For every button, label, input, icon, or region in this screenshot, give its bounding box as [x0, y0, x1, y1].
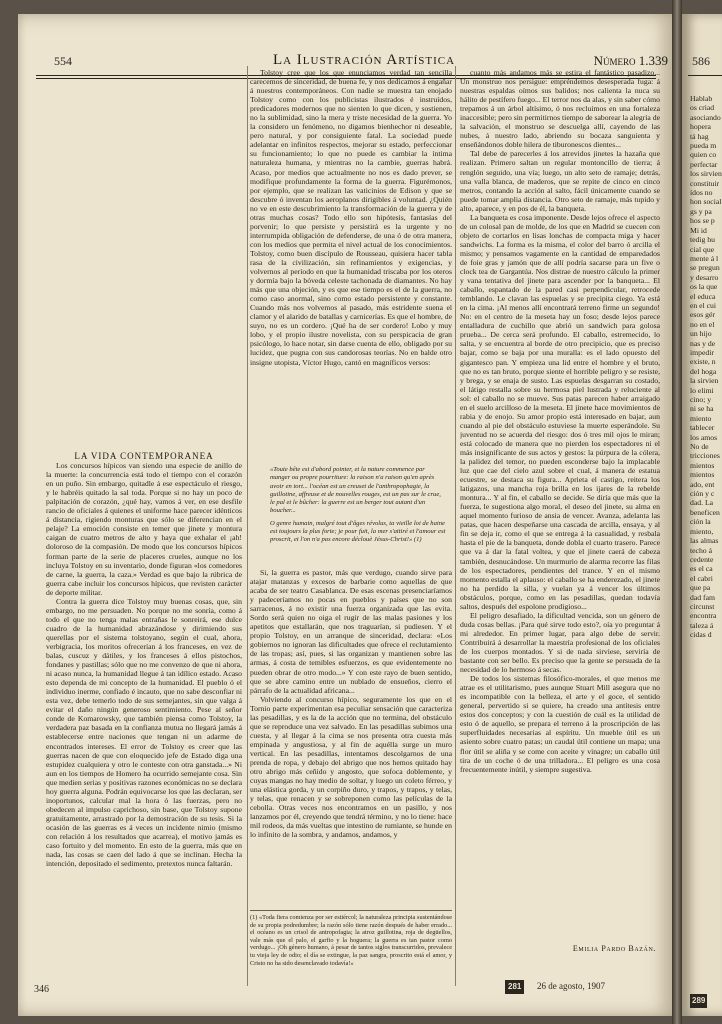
archive-stamp: 281: [505, 980, 524, 994]
adjacent-text-fragment: esos gér: [690, 310, 715, 320]
paragraph: cuanto más andamos más se estira el fantástico pasadizo... Un monstruo nos persigue: empréndemos desesperada fuga: á nuestras espaldas oímos sus balidos; nos calienta la nuca su hálito de pestífero fuego... El terror nos da alas, y sin saber cómo trepamos á un árbol altísimo, ó nos recluimos en una fortaleza inaccesible; pero sin permitirnos tiempo de saborear la alegría de la salvación, el monstruo se descuelga allí, cayendo de las nubes, á nuestro lado, abriendo su bocaza sanguienta y enseñándonos doble hilera de tiburonescos dientes...: [460, 68, 660, 150]
folio-number: 346: [34, 984, 49, 995]
adjacent-text-fragment: tablecer: [690, 423, 715, 433]
adjacent-text-fragment: nas y de: [690, 338, 716, 348]
article-column-2-top: [250, 68, 452, 462]
adjacent-text-fragment: que pa: [690, 583, 711, 593]
adjacent-text-fragment: un hijo: [690, 329, 712, 339]
article-column-3: [460, 68, 660, 938]
adjacent-text-fragment: quien co: [690, 150, 717, 160]
footnote: (1) «Toda fiera comienza por ser estiércol; la naturaleza principia sustentándose de su propia podredumbre; la razón sólo tiene razón después de haber errado... el océano es un crisol de antropofagia; la atroz guillotina, roja de degüellos, vale más que el palo, el garfio y la hoguera; la guerra es tan pastor como verdugo... ¡Oh género humano, á pesar de tantos siglos transcurridos, prevalece tu vieja ley de odio; el día se extingue, la paz sangra, proscrito está el amor, y Cristo no ha sido desenclavado todavía!»: [250, 910, 452, 978]
verse-quotation: [270, 466, 446, 562]
adjacent-text-fragment: hos se p: [690, 216, 715, 226]
adjacent-text-fragment: circunst: [690, 601, 715, 611]
adjacent-text-fragment: miento: [690, 413, 712, 423]
paragraph: Tolstoy cree que los que enunciamos verdad tan sencilla carecemos de sinceridad, de buena fe, y nos dedicamos á engañar á nuestros contemporáneos. Con nadie se muestra tan enojado Tolstoy como con los publicistas ilustrados é instruídos, predicadores modernos que no sienten lo que dicen, y sostienen, no la sublimidad, sino la mera y triste necesidad de la guerra. Yo la considero un fenómeno, no digamos bienhechor ni deseable, pero natural, y por consiguiente fatal. La sociedad puede adelantar en infinitos respectos, mejorar su estado, perfeccionar su funcionamiento; lo que no puede es cambiar la íntima naturaleza humana, y mientras no la cambie, guerras habrá. Acaso, por medios que actualmente no nos es dado prever, se modifique profundamente la forma de la guerra. Figurémonos, por ejemplo, que se realizan las vaticinios de Edison y que se descubre ó inventan los aeroplanos dirigibles á voluntad. ¿Quién no ve en este descubrimiento la transformación de la guerra y de otras muchas cosas? Todo ello son hipótesis, fantasías del porvenir; lo que persiste y persistirá es la urgente y no interrumpida obligación de defenderse, de una ó de otra manera, con los medios que permita el nivel actual de los conocimientos. Tolstoy, como buen discípulo de Rousseau, quisiera hacer tabla rasa de la civilización, sin refinamientos y exigencias, y volvernos al período en que la humanidad triscaba por los oteros y dormía bajo la bóveda celeste tachonada de diamantes. No hay más que una objeción, y es que ese tiempo es el de la guerra, no como caso anormal, sino como estado persistente y constante. Cuando más nos volvemos al pasado, más estridente suena el clamor y el alarido de batallas y carnicerías. Es que el hombre, de suyo, no es un cordero. ¡Qué ha de ser cordero! Lobo y muy lobo, y el propio ilustre novelista, con su perspicacia de gran psicólogo, lo hace notar, sin darse cuenta de ello, obligado por su lucidez, que pugna con sus candorosas teorías. No en balde otro insigne utopista, Víctor Hugo, cantó en magníficos versos:: [250, 68, 452, 367]
paragraph: La banqueta es cosa imponente. Desde lejos ofrece el aspecto de un colosal pan de molde, de los que en Madrid se cuecen con objeto de cortarlos en lisas lonchas de compacta miga y hacer sandwichs. La forma es la misma, el color del barro ó arcilla el mismo; y pensamos vagamente en la cantidad de emparedados de foie gras y jamón que de allí podría sacarse para un five o clock tea de Gargantúa. Nos distrae de nuestro cálculo la primer y vana tentativa del jinete para ascender por la banqueta... El caballo, espantado de la pared casi perpendicular, retrocede temblando. Le clavan las espuelas y se precipita ciego. Ya está en la cima. ¡Al menos allí encontrará terreno firme un segundo! No: en el centro de la meseta hay un foso; desde lejos parece entalladura de cuchillo que abrió un sandwich para golosa prueba... De cerca será profundo. El caballo, estremecido, lo salta, y se encuentra al borde de otro precipicio, que es preciso bajar, como se baja por una muralla: es el lado opuesto del gigantesco pan. Y empieza una lid entre el hombre y el bruto, que no es tan bruto, porque siente el horrible peligro y se resiste, y brega, y se enaja de susto. Las espuelas desgarran su costado, el látigo restalla sobre su hermosa piel lustrada y reluciente al sol: el caballo no se mueve. Sus patas parecen haber arraigado en el suelo arcilloso de la meseta. El jinete hace movimientos de rabia y de enojo. Su amor propio está interesado en bajar, aun cuando al pie del obstáculo estuviese la muerte esperándole. Su juventud no se acuerda del riesgo: dos ó tres mil ojos le miran; está colocado de manera que no pierden los espectadores ni el más insignificante de sus actos y gestos: la púrpura de la cólera, la palidez del temor, no pueden esconderse bajo la implacable luz que cae del cielo azul sobre el cual, á manera de estatua ecuestre, se destaca su figura... Aprieta el castigo, reitera los latigazos, una mancha roja brilla en los ijares de la rebelde montura... Y al fin, el caballo se decide. Se diría que más que la fuerza, le sugestiona algo moral, el deseo del jinete, su alma en aquel momento furioso de ansia de vencer. Avanza, adelanta las patas, que hacen despeñarse una cascada de arcilla, ensaya, y al fin se deja ir, como el que se entrega á la casualidad, y resbala hasta el pie de la banqueta, donde dobla el cuarto trasero. Parece que va á dar la fatal voltea, y que el jinete caerá de cabeza también, desnucándose. Un murmurio de alarma recorre las filas de los espectadores, pendientes del trance. Y en el mismo momento estalla el aplauso: el caballo se ha enderezado, el jinete no ha perdido la silla, y vuelan ya á vencer los últimos obstáculos, porque, como en las pesadillas, quedan todavía saltos, después del espolone prodigioso...: [460, 212, 660, 611]
paragraph: Volviendo al concurso hípico, seguramente los que en el Tornio parte experimentan esa peculiar sensación que caracteriza las pesadillas, y es la de la acción que no termina, del obstáculo que se reproduce una vez salvado. En las pesadillas subimos una cuesta, y al llegar á la cima se nos presenta otra cuesta más empinada y angustiosa, y al fin de aquélla surge un muro vertical. En las pesadillas, intentamos descolgarnos de una prenda de ropa, y debajo del abrigo que nos hemos quitado hay otro abrigo más ceñido y angosto, que sofoca doblemente, y cuyas mangas no hay medio de soltar, y luego un coleto férreo, y una elástica gorda, y un corpiño duro, y trapos, y trapos, y telas, y telas, que renacen y se sobreponen como las películas de la cebolla. Otras veces nos encontramos en un pasillo, y nos lanzamos por él, creyendo que tendrá término, y no lo tiene: hace mil rodeos, da más vueltas que intestino de rumiante, se hunde en lo infinito de la sombra, y andamos, andamos, y: [250, 694, 452, 840]
adjacent-page-number: 586: [692, 54, 710, 68]
adjacent-text-fragment: Hablab: [690, 94, 713, 103]
adjacent-page-text: [690, 94, 722, 640]
adjacent-text-fragment: no en el: [690, 319, 715, 329]
adjacent-text-fragment: impedir: [690, 347, 714, 357]
paragraph: Los concursos hípicos van siendo una especie de anillo de la muerte: la concurrencia está todo el tiempo con el corazón en un puño. Sin embargo, quitadle á ese espectáculo el riesgo, y le habréis quitado la sal toda. Porque si no hay un poco de palpitación de corazón, ¿qué hay, vamos á ver, en ese desfile rancio de oficiales á quienes el uniforme hace parecer idénticos á distancia, rigiendo monturas que sólo se diferencian en el pelaje? La emoción consiste en temer que jinete y montura caigan de cuatro metros de alto y haya que exhalar el ¡ah! doloroso de la compasión. De modo que los concursos hípicos forman parte de la serie de placeres crueles, aunque no los incluya Tolstoy en su inventario, donde figuran «los comedores de carne, la guerra, la caza.» Verdad es que bajo la rúbrica de guerra cabe incluir los concursos hípicos, que revisten carácter de deporte militar.: [46, 461, 242, 597]
adjacent-text-fragment: ni se ha: [690, 404, 714, 414]
paragraph: Si, la guerra es pastor, más que verdugo, cuando sirve para atajar matanzas y excesos de barbarie como aquellas de que acaba de ser teatro Casablanca. De esas escenas presenciaríamos y padeceríamos no pocas en pueblos y países que no son sarracenos, á no existir una fuerza organizada que las evita. Sordo será quien no oiga el rugir de las malas pasiones y los apetitos que estallarán, que nos traguarían, si pudiesen. Y el propio Tolstoy, en un arranque de sinceridad, declara: «Los gobiernos no ignoran las dificultades que ofrece el reclutamiento de las tropas; así, pues, si las organizan y mantienen sobre las armas, á costa de temibles esfuerzos, es que evidentemente no pueden obrar de otro modo...» Y con este rayo de buen sentido, que se abre camino entre un nublado de ensueños, cierro el párrafo de la actualidad africana...: [250, 568, 452, 695]
adjacent-text-fragment: ado, ent: [690, 479, 715, 489]
verse-stanza: O genre humain, malgré tout d'âges révolus, ta vieille loi de haine est toujours la plus forte; je pour fuit, la mer s'attiré et l'amour est proscrit, et l'on n'a pas encore déclouè Jésus-Christ!» (1): [270, 519, 446, 544]
adjacent-text-fragment: encontra: [690, 611, 717, 621]
issue-number: Número 1.339: [593, 53, 668, 68]
adjacent-text-fragment: tricciones: [690, 451, 720, 461]
paragraph: De todos los sistemas filosófico-morales, el que menos me atrae es el utilitarismo, pues aunque Stuart Mill asegura que no es incompatible con la belleza, el arte y el goce, el sentido general, pervertido si se quiere, ha creado una antítesis entre estos dos conceptos; y con la cuestión de cuál es la utilidad de esto ó de aquello, se prepara el terreno á la proscripción de las superfluidades necesarias al espíritu. Un mueble útil es un asiento sobre cuatro patas; un caudal útil contiene un mapa; una flor útil se aliña y se come con aceite y vinagre; un caballo útil tira de un coche ó de una trilladora... El peligro es una cosa frecuentemente inútil, y siempre sugestiva.: [460, 674, 660, 774]
adjacent-text-fragment: No de: [690, 442, 709, 452]
adjacent-text-fragment: la sirvien: [690, 376, 719, 386]
column-divider: [247, 66, 248, 986]
adjacent-text-fragment: dad. La: [690, 498, 714, 508]
adjacent-text-fragment: techo á: [690, 545, 712, 555]
adjacent-text-fragment: constituir: [690, 178, 720, 188]
adjacent-text-fragment: beneficen: [690, 507, 720, 517]
author-signature: Emilia Pardo Bazán.: [572, 944, 656, 953]
adjacent-text-fragment: del hoga: [690, 366, 717, 376]
adjacent-text-fragment: taleza á: [690, 620, 714, 630]
adjacent-text-fragment: ción y c: [690, 489, 715, 499]
adjacent-text-fragment: los amos: [690, 432, 718, 442]
adjacent-header-rule: [688, 75, 722, 76]
article-column-2-bottom: [250, 568, 452, 898]
archive-date: 26 de agosto, 1907: [537, 981, 605, 991]
column-divider: [455, 66, 456, 986]
adjacent-text-fragment: las almas: [690, 536, 719, 546]
adjacent-text-fragment: y desarro: [690, 272, 719, 282]
adjacent-text-fragment: en el cui: [690, 300, 717, 310]
adjacent-text-fragment: hopera: [690, 122, 711, 132]
adjacent-text-fragment: dad fam: [690, 592, 715, 602]
adjacent-text-fragment: mientos: [690, 470, 715, 480]
adjacent-text-fragment: asociando: [690, 112, 721, 122]
adjacent-text-fragment: ídos no: [690, 188, 713, 198]
paragraph: Contra la guerra dice Tolstoy muy buenas cosas, que, sin embargo, no me persuaden. No porque no me sonría, como á todo el que no tenga malas entrañas le sonreirá, ese dulce cuadro de la humanidad abrazándose y dirimiendo sus querellas por el sistema tolstoyano, según el cual, ahora, verbigracia, los moritos ofrecerían á los franceses, en vez de balas, cuscuz y dátiles, y los franceses á ellos pistochos, fondanes y pastillas; sólo que no me convenzo de que ni ahora, ni acaso nunca, la humanidad llegue á tan idílico estado. Acaso esto dependa de mi concepto de la humanidad. El pueblo ó el individuo inerme, confiado é incauto, que no sabe desconfiar ni esta vez, debe temerlo todo de sus semejantes, sin que valga á evitar el daño ningún generoso sentimiento. Pese al señor conde de Komarowsky, que también piensa como Tolstoy, la verdadera paz basada en la confianza mutua no llegará jamás á establecerse entre naciones que tengan ni un adarme de encontrados intereses. El error de Tolstoy es creer que las guerras nacen de que con eloquecido jefe de Estado diga una estupidez cualquiera y otro le conteste con otra ganstada...» Ni aun en los tiempos de Homero ha ocurrido semejante cosa. Sin que medien serias y positivas razones económicas no se declara hoy guerra alguna. Podrán equivocarse los que las declaran, ser inoportunos, calcular mal la hora ó las fuerzas, pero no obedecen al impulso caprichoso, sin base, que Tolstoy supone gratuitamente, arrastrado por la demostración de su tesis. Si la ocasión de las guerras es á veces un incidente nimio (mismo con relación á los resultados que acarrea), el motivo jamás es caso fortuito y del momento. En esto de la guerra, más que en nada, las cosas se caen del lado á que se inclinan. Hecha la intención, depositado el sedimento, pretextos nunca faltarán.: [46, 596, 242, 869]
paragraph: El peligro desafiado, la dificultad vencida, son un género de duda cosas bellas. ¡Para qué sirve todo esto?, oía yo preguntar á mi alrededor. En primer lugar, para algo debe de servir. Contribuirá á desarrollar la maestría profesional de los oficiales de los cuerpos montados. Y si de nada sirviese, serviría de bastante con ser bello. Es preciso que la gente se persuada de la necesidad de lo hermoso á secas.: [460, 610, 660, 675]
page-number: 554: [54, 54, 72, 68]
adjacent-archive-stamp: 289: [690, 994, 707, 1008]
book-spine: [672, 0, 682, 1024]
adjacent-text-fragment: cidas d: [690, 630, 712, 640]
adjacent-text-fragment: es el ca: [690, 564, 713, 574]
adjacent-text-fragment: cial que: [690, 244, 715, 254]
article-column-1: [46, 452, 242, 980]
verse-stanza: «Toute bête est d'abord pointer, et la nature commence par manger ou propre pourriture: la raison n'a raison qu'en après avoir en tort... l'océan est un creuset de l'anthropophagie, la guillotine, affreuse et de nouvelles rouges, est un pas sur le crue, le pal et le bûcher: la guerre est un berger tout autant d'un boucher...: [270, 466, 441, 515]
adjacent-text-fragment: existe, n: [690, 357, 716, 367]
adjacent-text-fragment: el cabri: [690, 573, 713, 583]
adjacent-text-fragment: os criad: [690, 103, 715, 113]
paragraph: Tal debe de parecerles á los atrevidos jinetes la hazaña que realizan. Primero saltan un regular montoncillo de tierra; á renglón seguido, una vía; luego, un alto seto de ramaje; detrás, una valla blanca, de maderos, que se repite de cinco en cinco metros, contando la acción al salto, fácil únicamente cuando se puede tomar amplia distancia. Otro seto de ramaje, más tupido y alto, aparece, y en pos de él, la banqueta.: [460, 149, 660, 213]
masthead: La Ilustración Artística: [272, 52, 456, 68]
adjacent-text-fragment: los sirvien: [690, 169, 722, 179]
adjacent-text-fragment: perfectar: [690, 159, 718, 169]
adjacent-text-fragment: pueda m: [690, 141, 717, 151]
adjacent-text-fragment: tedig hu: [690, 235, 715, 245]
adjacent-text-fragment: ción la: [690, 517, 711, 527]
adjacent-text-fragment: miento,: [690, 526, 714, 536]
adjacent-text-fragment: se pregun: [690, 263, 720, 273]
adjacent-text-fragment: os la que: [690, 282, 718, 292]
adjacent-text-fragment: Mi id: [690, 225, 707, 235]
adjacent-text-fragment: cedente: [690, 554, 714, 564]
adjacent-text-fragment: hon social: [690, 197, 722, 207]
adjacent-text-fragment: lo elimi: [690, 385, 714, 395]
section-title: LA VIDA CONTEMPORÁNEA: [74, 452, 214, 461]
adjacent-text-fragment: tá hag: [690, 131, 709, 141]
adjacent-text-fragment: cino; y: [690, 395, 712, 404]
adjacent-page: [682, 14, 722, 1016]
adjacent-text-fragment: mente á l: [690, 253, 719, 263]
adjacent-text-fragment: el educa: [690, 291, 716, 301]
adjacent-text-fragment: mientos: [690, 460, 715, 470]
adjacent-text-fragment: gs y pa: [690, 206, 712, 216]
